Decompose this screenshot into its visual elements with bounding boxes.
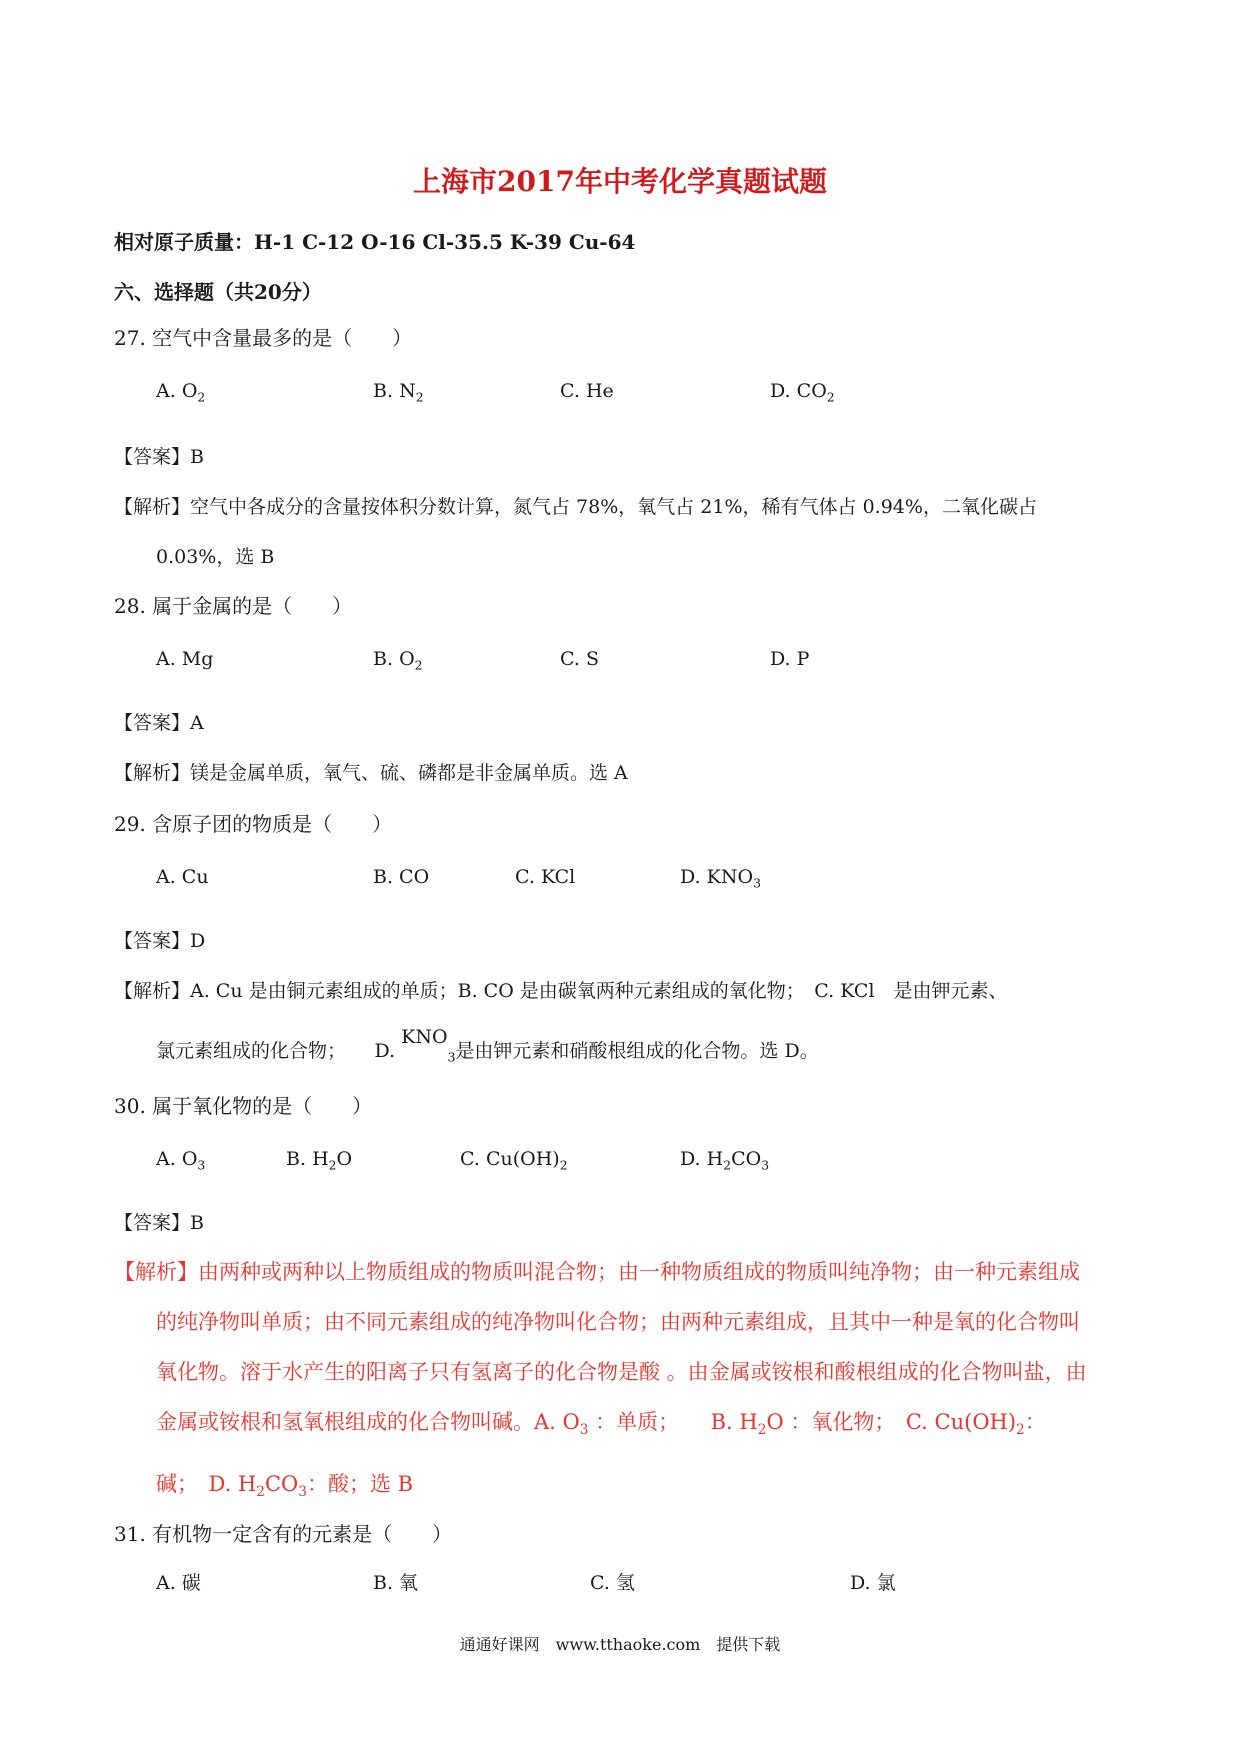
q30-explanation: 【解析】由两种或两种以上物质组成的物质叫混合物；由一种物质组成的物质叫纯净物；由一种元素组成: [114, 1260, 1080, 1284]
q29-explanation-cont: 氯元素组成的化合物； D. $KNO_3$是由钾元素和硝酸根组成的化合物。选 D。: [156, 1026, 819, 1065]
q31-option-a: A. 碳: [156, 1572, 201, 1594]
q28-option-b: B. $O_2$: [373, 648, 423, 673]
q30-option-d: D. $H_2CO_3$: [680, 1148, 770, 1173]
q30-explanation-line5: 碱； D. $H_2CO_3$：酸；选 B: [156, 1472, 414, 1500]
q28-explanation: 【解析】镁是金属单质，氧气、硫、磷都是非金属单质。选 A: [114, 762, 628, 784]
q31-option-d: D. 氯: [850, 1572, 896, 1594]
q30-explanation-line2: 的纯净物叫单质；由不同元素组成的纯净物叫化合物；由两种元素组成，且其中一种是氧的化合物叫: [156, 1310, 1080, 1334]
atomic-mass-line: 相对原子质量：H-1 C-12 O-16 Cl-35.5 K-39 Cu-64: [114, 230, 636, 254]
section-heading: 六、选择题（共20分）: [114, 280, 322, 304]
question-30-stem: 30. 属于氧化物的是（ ）: [114, 1094, 373, 1118]
q29-option-c: C. KCl: [515, 866, 576, 888]
q29-explanation: 【解析】A. Cu 是由铜元素组成的单质；B. CO 是由碳氧两种元素组成的氧化物； C. KCl 是由钾元素、: [114, 980, 1008, 1002]
q29-answer: 【答案】D: [114, 930, 206, 952]
q27-answer: 【答案】B: [114, 446, 204, 468]
q27-option-c: C. He: [560, 380, 614, 402]
q29-option-a: A. Cu: [156, 866, 209, 888]
q28-option-d: D. P: [770, 648, 810, 670]
q27-option-a: A. $O_2$: [156, 380, 206, 405]
q31-option-c: C. 氢: [590, 1572, 635, 1594]
page-footer: 通通好课网 www.tthaoke.com 提供下载: [459, 1635, 781, 1654]
q28-option-c: C. S: [560, 648, 599, 670]
q27-explanation-cont: 0.03%，选 B: [156, 546, 275, 568]
page-title: 上海市2017年中考化学真题试题: [413, 165, 827, 198]
q30-option-a: A. $O_3$: [156, 1148, 206, 1173]
q30-option-c: C. $Cu(OH)_2$: [460, 1148, 568, 1173]
q27-option-b: B. $N_2$: [373, 380, 424, 405]
q30-option-b: B. $H_2O$: [286, 1148, 353, 1173]
q30-answer: 【答案】B: [114, 1212, 204, 1234]
q30-explanation-line3: 氧化物。溶于水产生的阳离子只有氢离子的化合物是酸 。由金属或铵根和酸根组成的化合物叫盐，由: [156, 1360, 1087, 1384]
q29-option-d: D. $KNO_3$: [680, 866, 761, 891]
question-27-stem: 27. 空气中含量最多的是（ ）: [114, 326, 413, 350]
q27-explanation: 【解析】空气中各成分的含量按体积分数计算，氮气占 78%，氧气占 21%，稀有气体占 0.94%，二氧化碳占: [114, 496, 1037, 518]
question-28-stem: 28. 属于金属的是（ ）: [114, 594, 353, 618]
q31-option-b: B. 氧: [373, 1572, 419, 1594]
q27-option-d: D. $CO_2$: [770, 380, 835, 405]
q28-answer: 【答案】A: [114, 712, 204, 734]
q30-explanation-line4: 金属或铵根和氢氧根组成的化合物叫碱。A. $O_3$ ：单质； B. $H_2O$ ：氧化物； C. $Cu(OH)_2$：: [156, 1410, 1046, 1438]
q29-option-b: B. CO: [373, 866, 430, 888]
q28-option-a: A. Mg: [156, 648, 214, 670]
question-31-stem: 31. 有机物一定含有的元素是（ ）: [114, 1522, 453, 1546]
question-29-stem: 29. 含原子团的物质是（ ）: [114, 812, 393, 836]
